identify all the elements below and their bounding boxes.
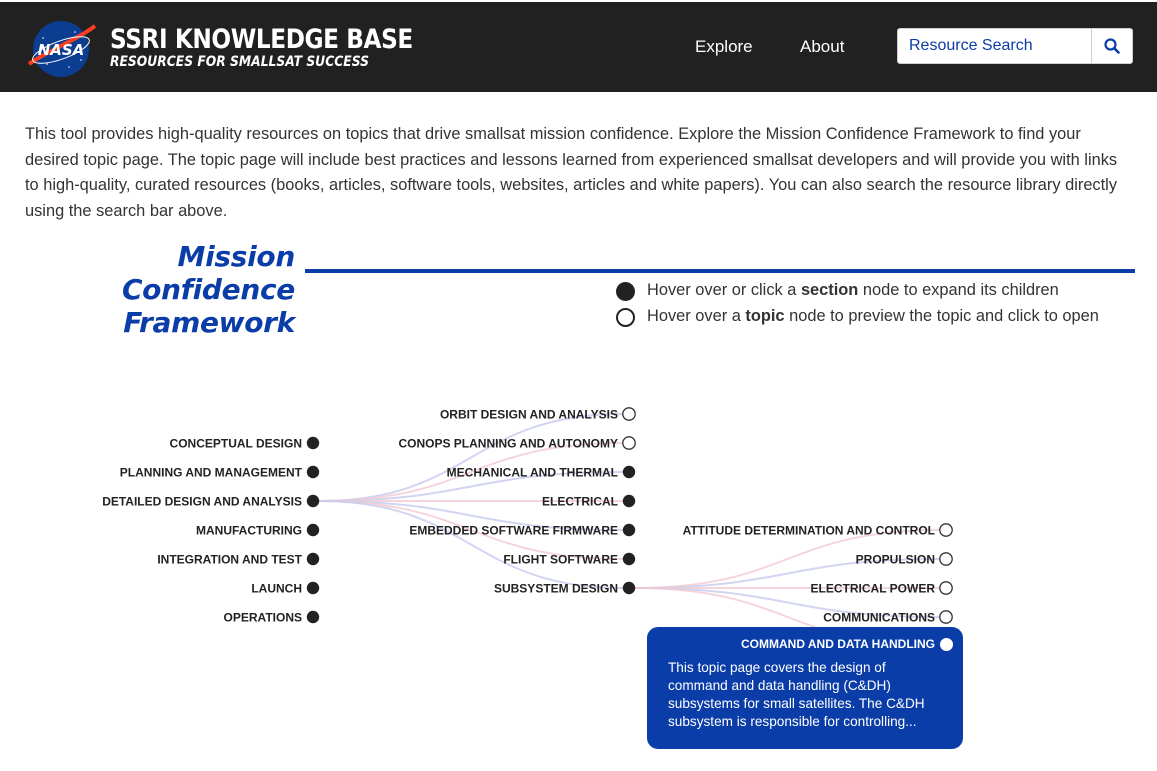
framework-title-line1: Mission Confidence: [121, 240, 295, 306]
section-node-icon[interactable]: [307, 553, 319, 565]
tooltip-topic-node-icon[interactable]: [940, 638, 953, 651]
tooltip-description: This topic page covers the design of command and data handling (C&DH) subsystems for small satellites. The C&DH subsystem is responsible for controlling...: [668, 660, 925, 729]
node-label[interactable]: INTEGRATION AND TEST: [157, 552, 302, 567]
section-node-icon[interactable]: [307, 437, 319, 449]
tree-link: [319, 501, 623, 588]
section-node-icon[interactable]: [307, 582, 319, 594]
tree-nodes: [102, 407, 952, 652]
node-label[interactable]: LAUNCH: [251, 581, 302, 596]
nasa-logo-text: NASA: [37, 41, 85, 59]
topic-node-icon[interactable]: [940, 524, 952, 536]
node-label[interactable]: PLANNING AND MANAGEMENT: [119, 465, 302, 480]
tooltip-title[interactable]: COMMAND AND DATA HANDLING: [741, 637, 935, 651]
site-title[interactable]: SSRI KNOWLEDGE BASE: [110, 24, 413, 55]
search-icon: [1104, 38, 1120, 54]
section-node-integration-and-test[interactable]: [157, 552, 319, 566]
section-node-icon[interactable]: [623, 466, 635, 478]
search-box: [897, 28, 1133, 64]
framework-title: [25, 240, 295, 339]
search-button[interactable]: [1091, 29, 1132, 63]
node-label[interactable]: DETAILED DESIGN AND ANALYSIS: [102, 494, 302, 509]
section-node-detailed-design-and-analysis[interactable]: [102, 494, 319, 508]
site-subtitle: RESOURCES FOR SMALLSAT SUCCESS: [110, 54, 370, 70]
node-label[interactable]: ATTITUDE DETERMINATION AND CONTROL: [682, 523, 935, 538]
node-label[interactable]: CONOPS PLANNING AND AUTONOMY: [398, 436, 618, 451]
section-node-legend-icon: [616, 282, 635, 301]
section-node-planning-and-management[interactable]: [120, 465, 319, 479]
legend-topic-suffix: node to preview the topic and click to open: [784, 307, 1099, 325]
section-node-conceptual-design[interactable]: [170, 436, 320, 450]
node-label[interactable]: OPERATIONS: [223, 610, 302, 625]
legend-section-prefix: Hover over or click a: [647, 281, 801, 299]
topic-node-icon[interactable]: [940, 582, 952, 594]
node-label[interactable]: ORBIT DESIGN AND ANALYSIS: [439, 407, 618, 422]
node-label[interactable]: ELECTRICAL: [542, 494, 618, 509]
tree-link: [319, 414, 623, 501]
topic-node-orbit-design-and-analysis[interactable]: [440, 407, 635, 421]
section-node-icon[interactable]: [307, 466, 319, 478]
section-node-icon[interactable]: [307, 611, 319, 623]
nav-about[interactable]: About: [800, 37, 845, 56]
node-label[interactable]: MECHANICAL AND THERMAL: [446, 465, 618, 480]
topic-node-icon[interactable]: [940, 553, 952, 565]
node-label[interactable]: SUBSYSTEM DESIGN: [493, 581, 618, 596]
section-node-subsystem-design[interactable]: [494, 581, 635, 595]
topic-node-icon[interactable]: [623, 437, 635, 449]
node-label[interactable]: FLIGHT SOFTWARE: [503, 552, 618, 567]
nav-explore[interactable]: Explore: [695, 37, 753, 56]
section-node-embedded-software-firmware[interactable]: [409, 523, 635, 537]
section-node-icon[interactable]: [307, 524, 319, 536]
legend-topic: [647, 307, 1099, 326]
section-node-operations[interactable]: [224, 610, 320, 624]
topic-node-icon[interactable]: [623, 408, 635, 420]
legend-topic-bold: topic: [745, 307, 785, 325]
site-header: [0, 2, 1157, 92]
nasa-logo[interactable]: [25, 20, 97, 78]
topic-node-electrical-power[interactable]: [811, 581, 953, 595]
topic-node-communications[interactable]: [823, 610, 952, 624]
legend-section-suffix: node to expand its children: [858, 281, 1059, 299]
legend-topic-prefix: Hover over a: [647, 307, 746, 325]
node-label[interactable]: MANUFACTURING: [196, 523, 302, 538]
topic-node-icon[interactable]: [940, 611, 952, 623]
section-node-manufacturing[interactable]: [196, 523, 319, 537]
topic-node-conops-planning-and-autonomy[interactable]: [398, 436, 635, 450]
section-node-icon[interactable]: [623, 582, 635, 594]
section-node-flight-software[interactable]: [503, 552, 635, 566]
node-label[interactable]: COMMUNICATIONS: [823, 610, 935, 625]
section-node-icon[interactable]: [623, 495, 635, 507]
topic-preview-tooltip[interactable]: [647, 627, 963, 749]
section-node-icon[interactable]: [623, 553, 635, 565]
legend-section: [647, 281, 1059, 300]
topic-node-legend-icon: [616, 308, 635, 327]
node-label[interactable]: CONCEPTUAL DESIGN: [169, 436, 302, 451]
search-input[interactable]: [898, 29, 1094, 63]
legend-section-bold: section: [800, 281, 859, 299]
intro-paragraph: This tool provides high-quality resources on topics that drive smallsat mission confidence. Explore the Mission Confidence Framework to find your desired topic page. The topic page will include best practices and lessons learned from experienced smallsat developers and will provide you with links to high-quality, curated resources (books, articles, software tools, websites, articles and white papers). You can also search the resource library directly using the search bar above.: [25, 125, 1118, 221]
section-node-mechanical-and-thermal[interactable]: [447, 465, 636, 479]
node-label[interactable]: EMBEDDED SOFTWARE FIRMWARE: [409, 523, 618, 538]
node-label[interactable]: ELECTRICAL POWER: [810, 581, 935, 596]
framework-title-line2: Framework: [123, 306, 295, 339]
topic-node-attitude-determination-and-control[interactable]: [683, 523, 953, 537]
section-node-icon[interactable]: [623, 524, 635, 536]
framework-tree: [0, 380, 1157, 771]
section-node-launch[interactable]: [251, 581, 319, 595]
title-rule: [305, 269, 1135, 273]
node-label[interactable]: PROPULSION: [855, 552, 935, 567]
section-node-icon[interactable]: [307, 495, 319, 507]
